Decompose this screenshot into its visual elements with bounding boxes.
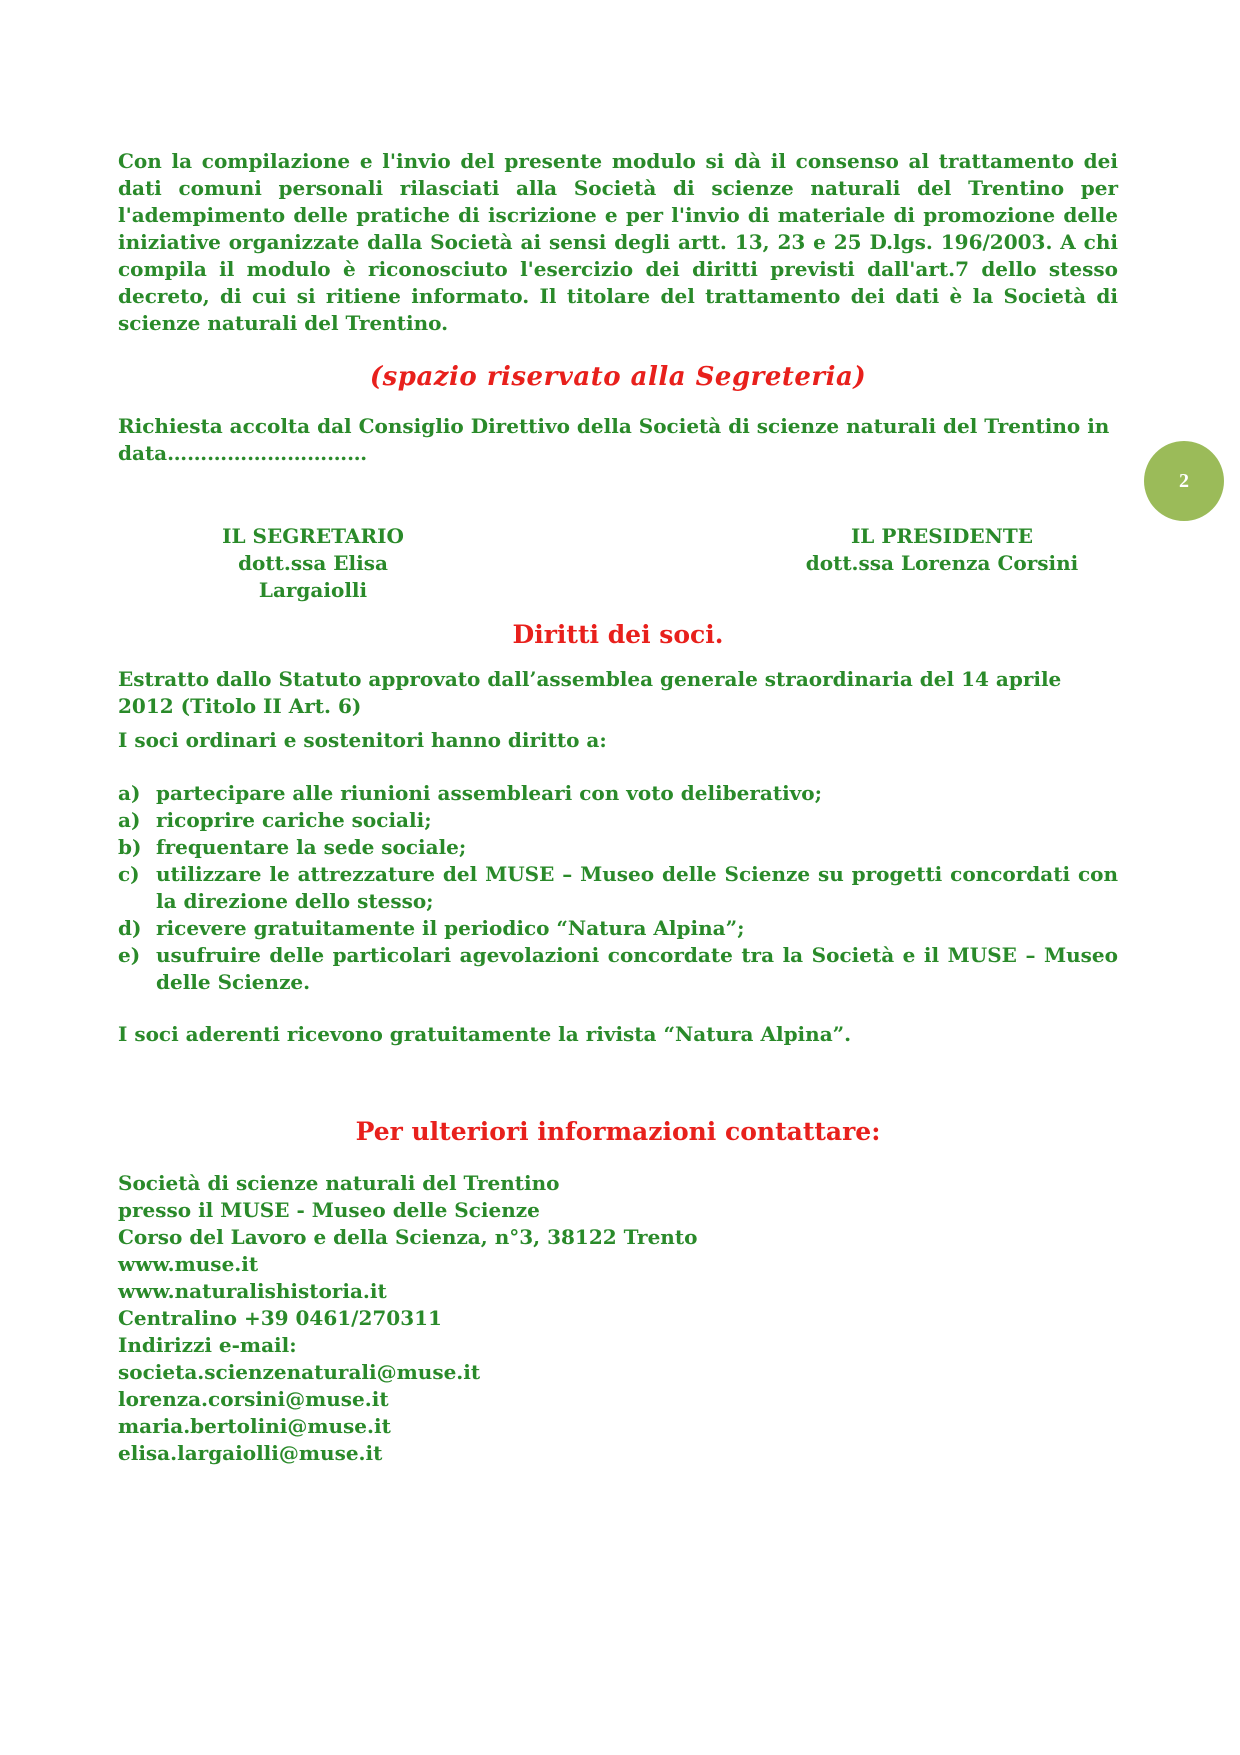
list-item: c) utilizzare le attrezzature del MUSE – Museo delle Scienze su progetti concordati con la direzione dello stesso; <box>118 862 1118 913</box>
reserved-heading: (spazio riservato alla Segreteria) <box>369 362 867 392</box>
contact-location: presso il MUSE - Museo delle Scienze <box>118 1198 540 1222</box>
page-number-badge <box>1144 441 1224 521</box>
contact-heading: Per ulteriori informazioni contattare: <box>355 1117 881 1146</box>
contact-address: Corso del Lavoro e della Scienza, n°3, 38122 Trento <box>118 1225 698 1249</box>
rights-list <box>118 780 1118 996</box>
contact-website-link[interactable]: www.muse.it <box>118 1252 259 1276</box>
signature-block <box>118 523 1118 602</box>
contact-email-link[interactable]: lorenza.corsini@muse.it <box>118 1387 389 1411</box>
rights-intro: I soci ordinari e sostenitori hanno diritto a: <box>118 728 607 752</box>
secretary-signature <box>188 523 438 604</box>
president-name: dott.ssa Lorenza Corsini <box>805 551 1079 575</box>
list-item: d) ricevere gratuitamente il periodico “Natura Alpina”; <box>118 916 745 940</box>
rights-heading: Diritti dei soci. <box>512 620 724 649</box>
contact-email-label: Indirizzi e-mail: <box>118 1333 297 1357</box>
contact-org: Società di scienze naturali del Trentino <box>118 1171 560 1195</box>
secretary-title: IL SEGRETARIO <box>222 524 404 548</box>
contact-email-link[interactable]: maria.bertolini@muse.it <box>118 1414 391 1438</box>
contact-website-link[interactable]: www.naturalishistoria.it <box>118 1279 387 1303</box>
contact-block <box>118 1170 1118 1467</box>
contact-email-link[interactable]: societa.scienzenaturali@muse.it <box>118 1360 481 1384</box>
secretary-name: dott.ssa Elisa Largaiolli <box>238 551 388 602</box>
list-item: a) ricoprire cariche sociali; <box>118 808 432 832</box>
list-item: a) partecipare alle riunioni assembleari con voto deliberativo; <box>118 781 823 805</box>
statute-excerpt: Estratto dallo Statuto approvato dall’assemblea generale straordinaria del 14 aprile 2012 (Titolo II Art. 6) <box>118 667 1062 718</box>
adherents-note: I soci aderenti ricevono gratuitamente la rivista “Natura Alpina”. <box>118 1022 852 1046</box>
list-item: b) frequentare la sede sociale; <box>118 835 467 859</box>
request-line: Richiesta accolta dal Consiglio Direttivo della Società di scienze naturali del Trentino in data………………………… <box>118 414 1110 465</box>
consent-paragraph: Con la compilazione e l'invio del presente modulo si dà il consenso al trattamento dei dati comuni personali rilasciati alla Società di scienze naturali del Trentino per l'adempimento delle pratiche di iscrizione e per l'invio di materiale di promozione delle iniziative organizzate dalla Società ai sensi degli artt. 13, 23 e 25 D.lgs. 196/2003. A chi compila il modulo è riconosciuto l'esercizio dei diritti previsti dall'art.7 dello stesso decreto, di cui si ritiene informato. Il titolare del trattamento dei dati è la Società di scienze naturali del Trentino. <box>118 149 1118 335</box>
contact-email-link[interactable]: elisa.largaiolli@muse.it <box>118 1441 383 1465</box>
president-title: IL PRESIDENTE <box>850 524 1034 548</box>
page-number: 2 <box>1179 469 1189 492</box>
contact-phone: Centralino +39 0461/270311 <box>118 1306 442 1330</box>
list-item: e) usufruire delle particolari agevolazioni concordate tra la Società e il MUSE – Museo delle Scienze. <box>118 943 1118 994</box>
president-signature <box>802 523 1082 577</box>
page-content <box>118 148 1118 1467</box>
